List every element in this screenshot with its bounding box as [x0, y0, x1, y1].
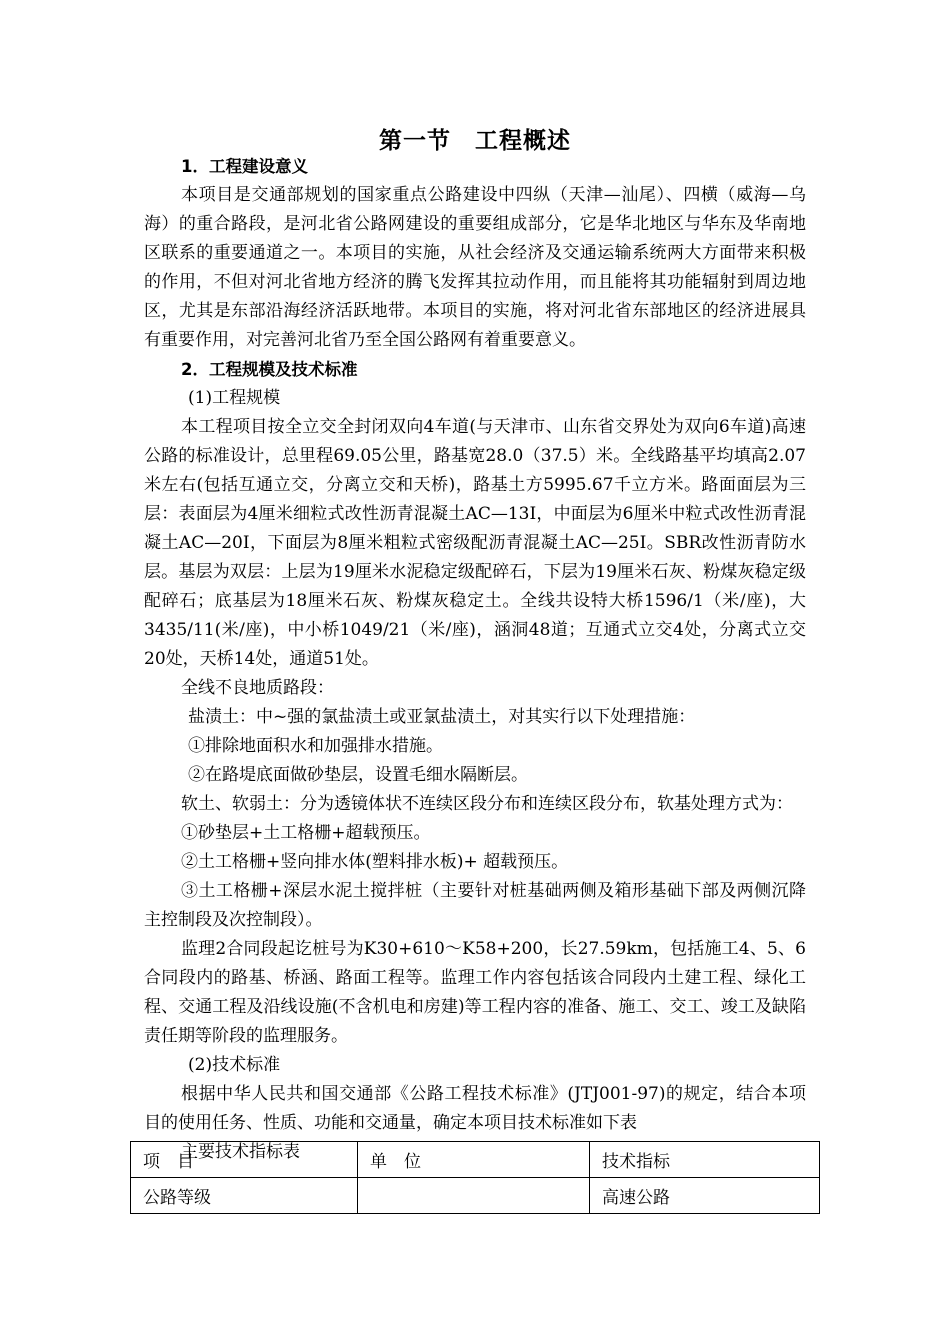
page-title: 第一节 工程概述	[379, 128, 571, 154]
paragraph-bad-geology: 全线不良地质路段：	[181, 678, 334, 698]
list-item-saline-1: ①排除地面积水和加强排水措施。	[188, 736, 443, 756]
table-cell	[358, 1178, 590, 1214]
list-item-soft-3: ③土工格栅+深层水泥土搅拌桩（主要针对桩基础两侧及箱形基础下部及两侧沉降主控制段及次控制段）。	[144, 881, 806, 930]
list-item-soft-2: ②土工格栅+竖向排水体(塑料排水板)+ 超载预压。	[181, 852, 569, 872]
table-row	[131, 1178, 820, 1214]
section-heading-1: 1．工程建设意义	[181, 157, 308, 176]
paragraph-scale: 本工程项目按全立交全封闭双向4车道(与天津市、山东省交界处为双向6车道)高速公路的标准设计，总里程69.05公里，路基宽28.0（37.5）米。全线路基平均填高2.07米左右(包括互通立交，分离立交和天桥)，路基土方5995.67千立方米。路面面层为三层：表面层为4厘米细粒式改性沥青混凝土AC—13I，中面层为6厘米中粒式改性沥青混凝土AC—20I，下面层为8厘米粗粒式密级配沥青混凝土AC—25I。SBR改性沥青防水层。基层为双层：上层为19厘米水泥稳定级配碎石，下层为19厘米石灰、粉煤灰稳定级配碎石；底基层为18厘米石灰、粉煤灰稳定土。全线共设特大桥1596/1（米/座)，大3435/11(米/座)，中小桥1049/21（米/座)，涵洞48道；互通式立交4处，分离式立交20处，天桥14处，通道51处。	[144, 417, 806, 669]
subheading-standards: (2)技术标准	[188, 1055, 281, 1075]
table-caption: 主要技术指标表	[181, 1142, 300, 1162]
table-header-cell: 技术指标	[590, 1142, 820, 1178]
paragraph-significance: 本项目是交通部规划的国家重点公路建设中四纵（天津—汕尾）、四横（威海—乌海）的重合路段，是河北省公路网建设的重要组成部分，它是华北地区与华东及华南地区联系的重要通道之一。本项目的实施，从社会经济及交通运输系统两大方面带来积极的作用，不但对河北省地方经济的腾飞发挥其拉动作用，而且能将其功能辐射到周边地区，尤其是东部沿海经济活跃地带。本项目的实施，将对河北省东部地区的经济进展具有重要作用，对完善河北省乃至全国公路网有着重要意义。	[144, 185, 806, 350]
paragraph-supervision: 监理2合同段起讫桩号为K30+610～K58+200，长27.59km，包括施工4、5、6合同段内的路基、桥涵、路面工程等。监理工作内容包括该合同段内土建工程、绿化工程、交通工程及沿线设施(不含机电和房建)等工程内容的准备、施工、交工、竣工及缺陷责任期等阶段的监理服务。	[144, 939, 806, 1046]
section-heading-2: 2．工程规模及技术标准	[181, 360, 358, 379]
subheading-scale: (1)工程规模	[188, 388, 281, 408]
paragraph-standards: 根据中华人民共和国交通部《公路工程技术标准》(JTJ001-97)的规定，结合本项目的使用任务、性质、功能和交通量，确定本项目技术标准如下表	[144, 1084, 806, 1133]
table-cell: 公路等级	[131, 1178, 358, 1214]
tech-index-table	[130, 1141, 820, 1214]
table-header-cell: 项 目	[131, 1142, 358, 1178]
table-header-cell: 单 位	[358, 1142, 590, 1178]
document-body	[144, 152, 806, 1167]
paragraph-saline-soil: 盐渍土：中~强的氯盐渍土或亚氯盐渍土，对其实行以下处理措施：	[188, 707, 696, 727]
paragraph-soft-soil: 软土、软弱土：分为透镜体状不连续区段分布和连续区段分布，软基处理方式为：	[181, 794, 793, 814]
list-item-saline-2: ②在路堤底面做砂垫层，设置毛细水隔断层。	[188, 765, 528, 785]
list-item-soft-1: ①砂垫层+土工格栅+超载预压。	[181, 823, 431, 843]
table-cell: 高速公路	[590, 1178, 820, 1214]
table-header-row	[131, 1142, 820, 1178]
tech-index-table-wrapper	[130, 1141, 820, 1214]
